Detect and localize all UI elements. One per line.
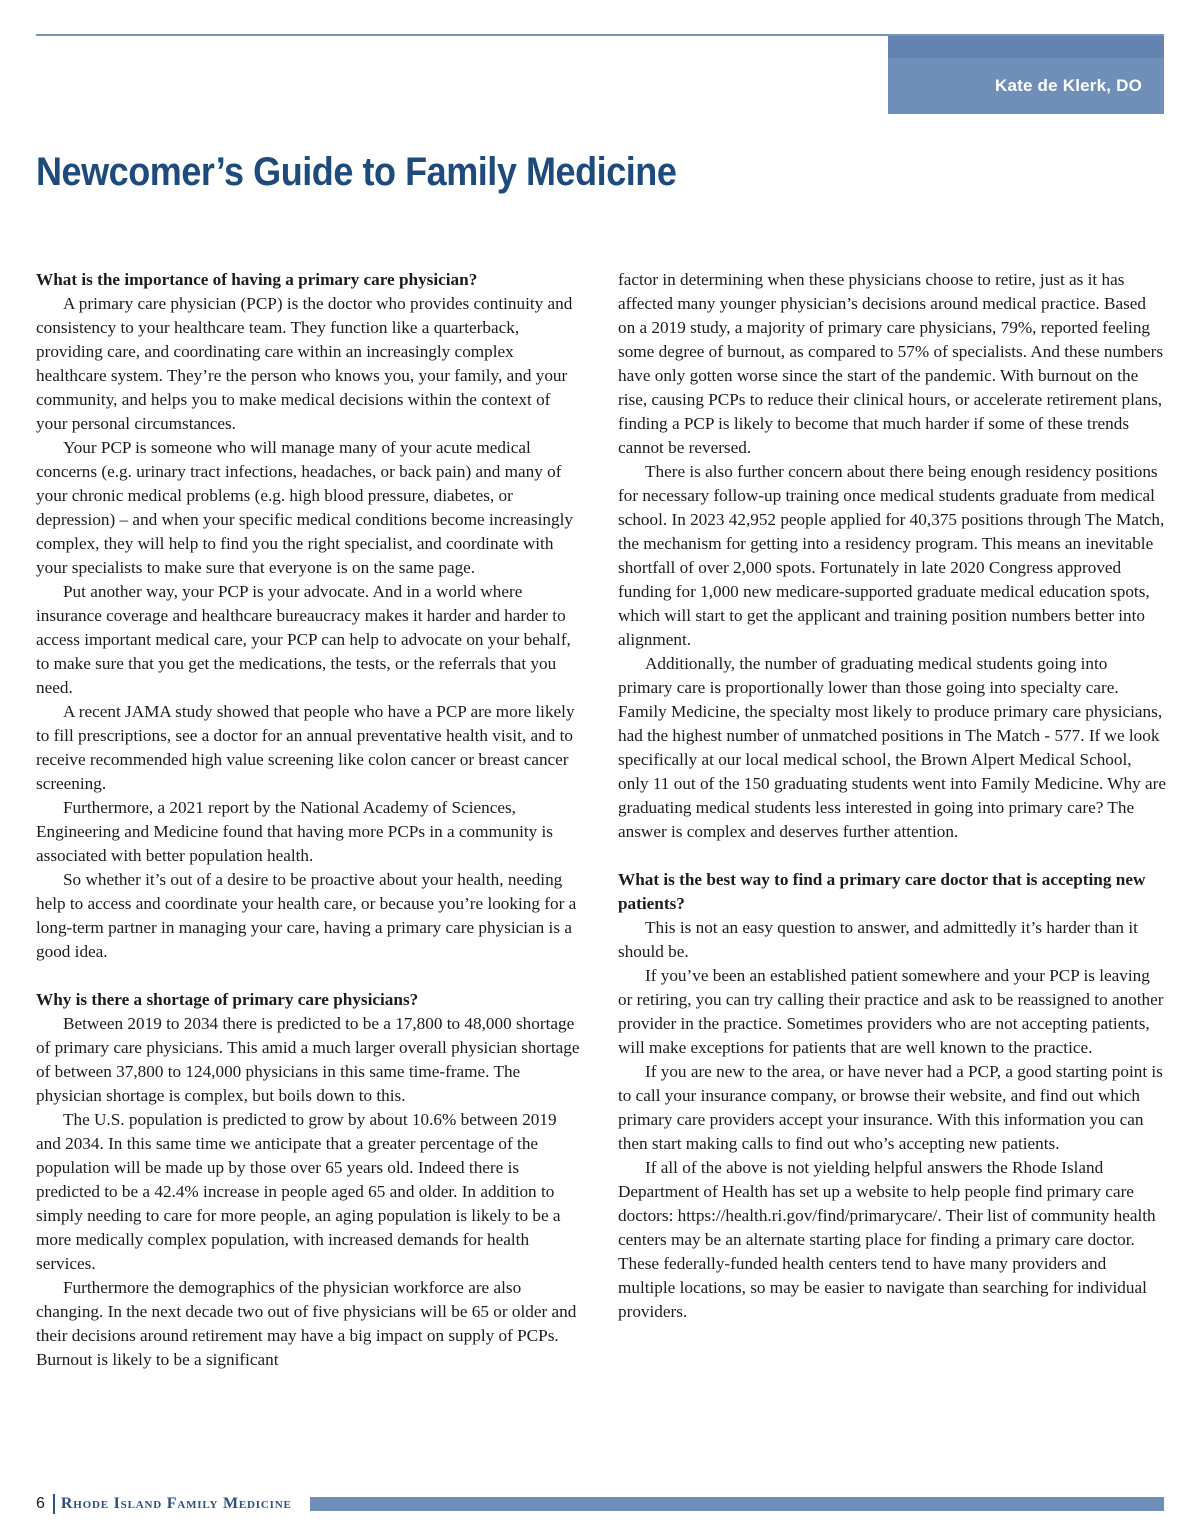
paragraph: If you are new to the area, or have never had a PCP, a good starting point is to call your insurance company, or browse their website, and find out which primary care providers accept your insurance. With this information you can then start making calls to find out who’s accepting new patients. <box>618 1062 1163 1153</box>
paragraph: Put another way, your PCP is your advocate. And in a world where insurance coverage and healthcare bureaucracy makes it harder and harder to access important medical care, your PCP can help to advocate on your behalf, to make sure that you get the medications, the tests, or the referrals that you need. <box>36 582 571 697</box>
paragraph: If all of the above is not yielding helpful answers the Rhode Island Department of Health has set up a website to help people find primary care doctors: https://health.ri.gov/find/primarycare/. Their list of community health centers may be an alternate starting place for finding a primary care doctor. These federally-funded health centers tend to have many providers and multiple locations, so may be easier to navigate than searching for individual providers. <box>618 1158 1156 1321</box>
footer-bar <box>310 1497 1164 1511</box>
page-title: Newcomer’s Guide to Family Medicine <box>36 150 677 194</box>
paragraph: Additionally, the number of graduating medical students going into primary care is proportionally lower than those going into specialty care. Family Medicine, the specialty most likely to produce primary care physicians, had the highest number of unmatched positions in The Match - 577. If we look specifically at our local medical school, the Brown Alpert Medical School, only 11 out of the 150 graduating students went into Family Medicine. Why are graduating medical students less interested in going into primary care? The answer is complex and deserves further attention. <box>618 654 1166 841</box>
author-name: Kate de Klerk, DO <box>994 76 1142 95</box>
paragraph: A recent JAMA study showed that people who have a PCP are more likely to fill prescriptions, see a doctor for an annual preventative health visit, and to receive recommended high value screening like colon cancer or breast cancer screening. <box>36 702 575 793</box>
paragraph-continued: factor in determining when these physicians choose to retire, just as it has affected many younger physician’s decisions around medical practice. Based on a 2019 study, a majority of primary care physicians, 79%, reported feeling some degree of burnout, as compared to 57% of specialists. And these numbers have only gotten worse since the start of the pandemic. With burnout on the rise, causing PCPs to reduce their clinical hours, or accelerate retirement plans, finding a PCP is likely to become that much harder if some of these trends cannot be reversed. <box>618 270 1164 457</box>
section-heading-importance: What is the importance of having a primary care physician? <box>36 270 478 289</box>
paragraph: Furthermore the demographics of the physician workforce are also changing. In the next decade two out of five physicians will be 65 or older and their decisions around retirement may have a big impact on supply of PCPs. Burnout is likely to be a significant <box>36 1278 577 1369</box>
author-box <box>888 36 1164 114</box>
paragraph: A primary care physician (PCP) is the doctor who provides continuity and consistency to your healthcare team. They function like a quarterback, providing care, and coordinating care within an increasingly complex healthcare system. They’re the person who knows you, your family, and your community, and helps you to make medical decisions within the context of your personal circumstances. <box>36 294 573 433</box>
page-footer <box>36 1492 1164 1516</box>
section-gap <box>618 844 1166 868</box>
paragraph: So whether it’s out of a desire to be proactive about your health, needing help to access and coordinate your health care, or because you’re looking for a long-term partner in managing your care, having a primary care physician is a good idea. <box>36 870 577 961</box>
section-heading-shortage: Why is there a shortage of primary care physicians? <box>36 990 419 1009</box>
paragraph: Your PCP is someone who will manage many of your acute medical concerns (e.g. urinary tract infections, headaches, or back pain) and many of your chronic medical problems (e.g. high blood pressure, diabetes, or depression) – and when your specific medical conditions become increasingly complex, they will help to find you the right specialist, and coordinate with your specialists to make sure that everyone is on the same page. <box>36 438 573 577</box>
paragraph: This is not an easy question to answer, and admittedly it’s harder than it should be. <box>618 918 1138 961</box>
section-heading-find-doctor: What is the best way to find a primary care doctor that is accepting new patients? <box>618 870 1146 913</box>
footer-separator <box>53 1494 55 1514</box>
paragraph: Between 2019 to 2034 there is predicted to be a 17,800 to 48,000 shortage of primary care physicians. This amid a much larger overall physician shortage of between 37,800 to 124,000 physicians in this same time-frame. The physician shortage is complex, but boils down to this. <box>36 1014 580 1105</box>
paragraph: The U.S. population is predicted to grow by about 10.6% between 2019 and 2034. In this same time we anticipate that a greater percentage of the population will be made up by those over 65 years old. Indeed there is predicted to be a 42.4% increase in people aged 65 and older. In addition to simply needing to care for more people, an aging population is likely to be a more medically complex population, with increased demands for health services. <box>36 1110 561 1273</box>
paragraph: Furthermore, a 2021 report by the National Academy of Sciences, Engineering and Medicine found that having more PCPs in a community is associated with better population health. <box>36 798 553 865</box>
paragraph: If you’ve been an established patient somewhere and your PCP is leaving or retiring, you can try calling their practice and ask to be reassigned to another provider in the practice. Sometimes providers who are not accepting patients, will make exceptions for patients that are well known to the practice. <box>618 966 1164 1057</box>
right-column <box>618 268 1166 1324</box>
paragraph: There is also further concern about there being enough residency positions for necessary follow-up training once medical students graduate from medical school. In 2023 42,952 people applied for 40,375 positions through The Match, the mechanism for getting into a residency program. This means an inevitable shortfall of over 2,000 spots. Fortunately in late 2020 Congress approved funding for 1,000 new medicare-supported graduate medical education spots, which will start to get the applicant and training position numbers better into alignment. <box>618 462 1165 649</box>
section-gap <box>36 964 584 988</box>
page-number: 6 <box>36 1495 45 1512</box>
left-column <box>36 268 584 1372</box>
publication-name: Rhode Island Family Medicine <box>60 1495 292 1512</box>
